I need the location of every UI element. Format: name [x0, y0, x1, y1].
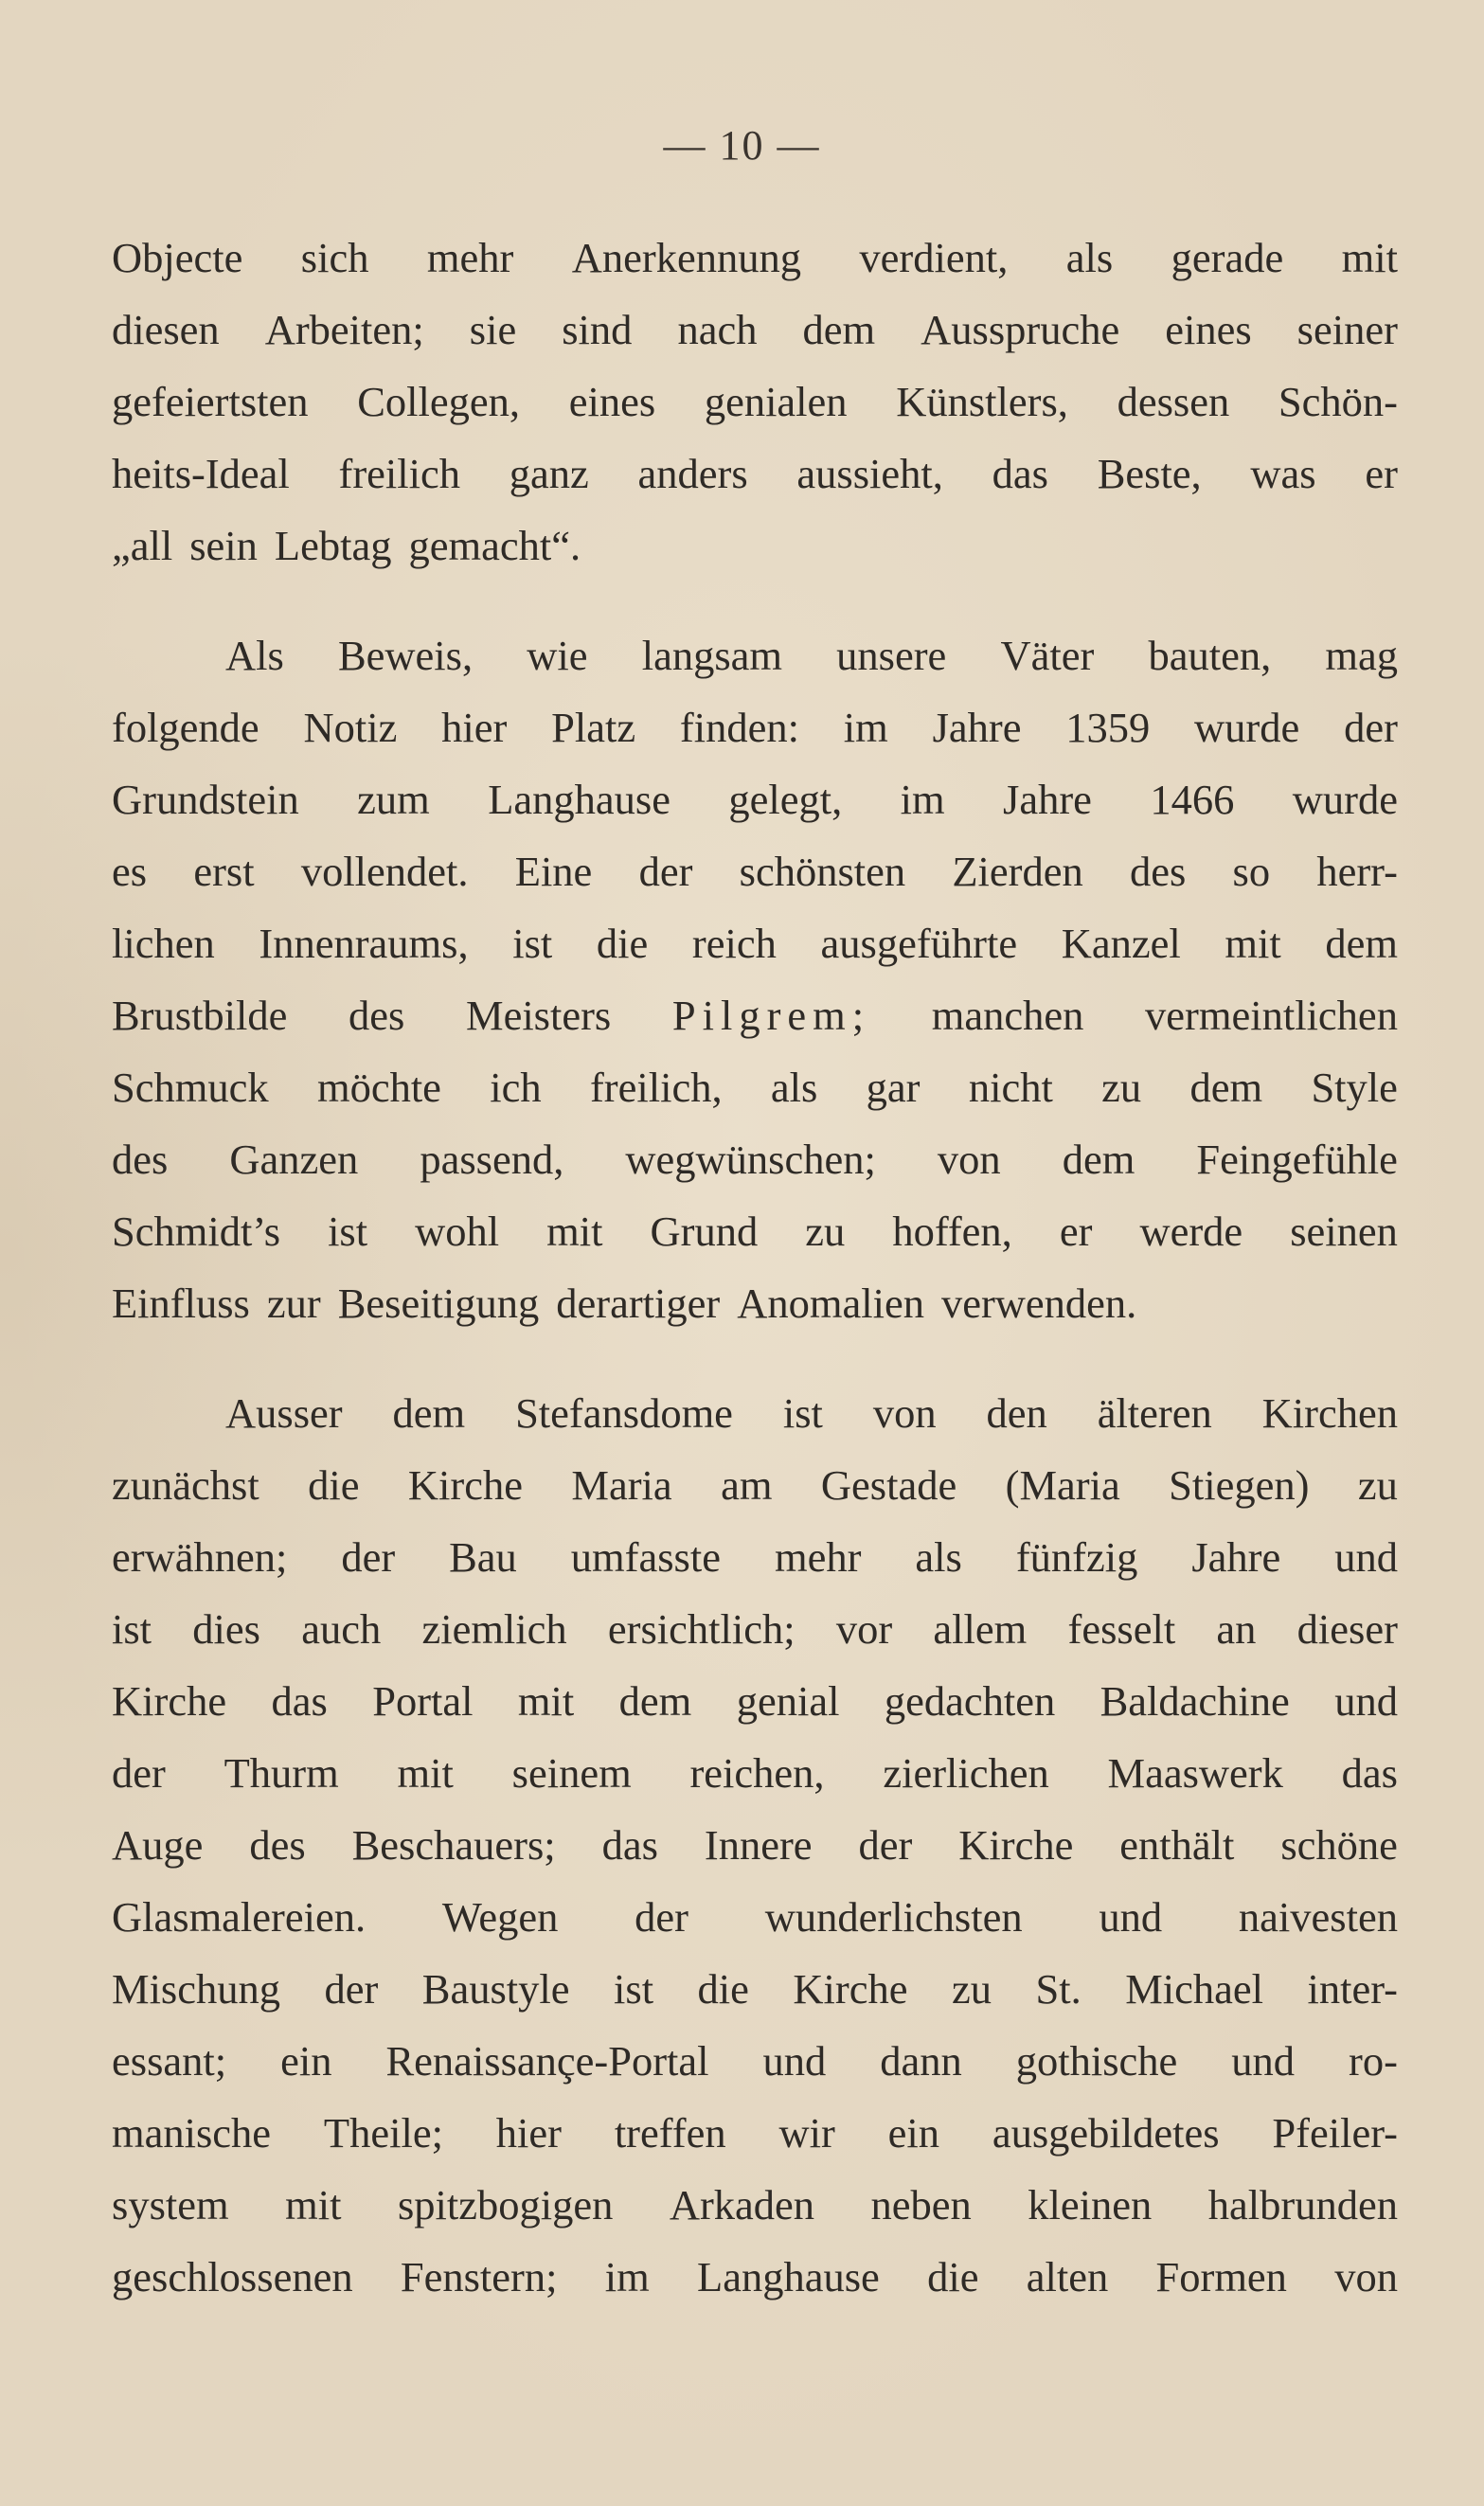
word: Langhause: [488, 776, 670, 823]
word: nicht: [968, 1064, 1053, 1111]
word: zu: [951, 1965, 992, 2013]
text-line: [112, 510, 1398, 582]
word: halbrunden: [1207, 2181, 1398, 2229]
word: ganz: [509, 450, 589, 497]
text-line: [112, 1449, 1398, 1521]
word: der: [858, 1821, 913, 1869]
word: gar: [866, 1064, 921, 1111]
word: seiner: [1296, 306, 1398, 353]
word: Michael: [1125, 1965, 1264, 2013]
word: die: [927, 2253, 979, 2300]
word: Anomalien: [737, 1280, 924, 1327]
word: möchte: [316, 1064, 441, 1111]
word: gerade: [1171, 234, 1284, 281]
word: Schmuck: [112, 1064, 269, 1111]
word: Als: [225, 632, 284, 679]
word: des: [249, 1821, 306, 1869]
word: Platz: [551, 704, 636, 751]
text-line: [112, 1123, 1398, 1195]
word: Grundstein: [112, 776, 299, 823]
word: es: [112, 848, 148, 895]
word: fesselt: [1067, 1605, 1176, 1653]
word: Kirche: [407, 1461, 523, 1509]
word: genial: [736, 1677, 840, 1725]
word: Schön-: [1278, 378, 1398, 425]
text-line: [112, 2025, 1398, 2097]
word: er: [1365, 450, 1398, 497]
word: reichen,: [689, 1749, 825, 1797]
word: als: [1065, 234, 1114, 281]
word: von: [937, 1136, 1001, 1183]
word: zu: [1357, 1461, 1398, 1509]
word: zunächst: [112, 1461, 259, 1509]
word: Kirche: [793, 1965, 908, 2013]
word: wegwünschen;: [625, 1136, 876, 1183]
word: essant;: [112, 2037, 227, 2085]
text-line: [112, 222, 1398, 294]
word: im: [843, 704, 888, 751]
word: freilich,: [589, 1064, 723, 1111]
word: Jahre: [932, 704, 1022, 751]
word: Kirche: [112, 1677, 227, 1725]
word: gedachten: [884, 1677, 1056, 1725]
word: Renaissançe-Portal: [385, 2037, 709, 2085]
word: Thurm: [223, 1749, 339, 1797]
word: Anerkennung: [571, 234, 801, 281]
word: Maria: [571, 1461, 672, 1509]
word: ersichtlich;: [607, 1605, 796, 1653]
word: kleinen: [1028, 2181, 1153, 2229]
word: Style: [1311, 1064, 1398, 1111]
word: Innere: [704, 1821, 813, 1869]
word: genialen: [704, 378, 848, 425]
word: erst: [193, 848, 255, 895]
word: vollendet.: [300, 848, 469, 895]
word: dem: [618, 1677, 692, 1725]
word: dessen: [1117, 378, 1230, 425]
text-line: [112, 1665, 1398, 1737]
word: verwenden.: [940, 1280, 1137, 1327]
word: am: [721, 1461, 773, 1509]
word: passend,: [420, 1136, 564, 1183]
word: Gestade: [820, 1461, 957, 1509]
word: so: [1232, 848, 1271, 895]
word: und: [1231, 2037, 1296, 2085]
word: als: [770, 1064, 818, 1111]
text-line: [112, 691, 1398, 763]
word: 1466: [1150, 776, 1235, 823]
word: ist: [782, 1389, 823, 1437]
word: heits-Ideal: [112, 450, 290, 497]
word: derartiger: [556, 1280, 721, 1327]
word: mehr: [426, 234, 514, 281]
word: lichen: [112, 920, 215, 967]
word: allem: [933, 1605, 1028, 1653]
word: im: [900, 776, 945, 823]
word: dem: [802, 306, 876, 353]
word: Notiz: [303, 704, 398, 751]
word: Arbeiten;: [264, 306, 424, 353]
text-line: [112, 1593, 1398, 1665]
word: er: [1059, 1208, 1093, 1255]
word: Maaswerk: [1107, 1749, 1283, 1797]
word: mit: [546, 1208, 603, 1255]
word: fünfzig: [1015, 1533, 1138, 1581]
word: Formen: [1155, 2253, 1287, 2300]
word: ro-: [1349, 2037, 1398, 2085]
word: im: [604, 2253, 650, 2300]
word: Väter: [1000, 632, 1095, 679]
word: gefeiertsten: [112, 378, 309, 425]
word: bauten,: [1148, 632, 1272, 679]
word: mit: [285, 2181, 342, 2229]
text-line: [112, 907, 1398, 979]
text-line: [112, 2097, 1398, 2169]
word: herr-: [1316, 848, 1398, 895]
word: dies: [192, 1605, 260, 1653]
word: langsam: [641, 632, 783, 679]
word: nach: [677, 306, 758, 353]
word: die: [596, 920, 649, 967]
text-line: [112, 1521, 1398, 1593]
text-line: [112, 366, 1398, 438]
word: eines: [568, 378, 656, 425]
word: zu: [1101, 1064, 1142, 1111]
word: Theile;: [323, 2109, 443, 2157]
word: die: [697, 1965, 749, 2013]
word: Beweis,: [337, 632, 474, 679]
paragraph: [112, 222, 1398, 582]
word: der: [1344, 704, 1398, 751]
word: das: [271, 1677, 328, 1725]
word: Langhause: [697, 2253, 880, 2300]
word: sie: [469, 306, 517, 353]
word: (Maria: [1005, 1461, 1120, 1509]
text-line: [112, 2169, 1398, 2241]
word: Grund: [650, 1208, 759, 1255]
text-line: [112, 1051, 1398, 1123]
word: gelegt,: [728, 776, 843, 823]
word: auch: [301, 1605, 382, 1653]
word: wunderlichsten: [764, 1893, 1023, 1941]
word: zum: [357, 776, 430, 823]
word: ist: [328, 1208, 368, 1255]
word: der: [635, 1893, 688, 1941]
word: wohl: [415, 1208, 500, 1255]
word: gothische: [1015, 2037, 1178, 2085]
word: Portal: [372, 1677, 474, 1725]
word: Eine: [514, 848, 593, 895]
word: Stiegen): [1169, 1461, 1310, 1509]
word: von: [1334, 2253, 1398, 2300]
word: mehr: [774, 1533, 862, 1581]
word: neben: [870, 2181, 972, 2229]
text-line: [112, 763, 1398, 835]
word: anders: [637, 450, 748, 497]
word: ein: [887, 2109, 939, 2157]
word: von: [872, 1389, 937, 1437]
word: Kirchen: [1261, 1389, 1398, 1437]
word: Stefansdome: [515, 1389, 733, 1437]
word: gemacht“.: [408, 522, 581, 569]
word: der: [638, 848, 693, 895]
word: verdient,: [859, 234, 1009, 281]
word: Brustbilde: [112, 992, 288, 1039]
text-line: [112, 1267, 1398, 1339]
word: system: [112, 2181, 229, 2229]
text-line: [112, 835, 1398, 907]
word: des: [349, 992, 405, 1039]
word: älteren: [1097, 1389, 1212, 1437]
word: Zierden: [952, 848, 1083, 895]
word: ist: [112, 1605, 152, 1653]
word: dem: [1189, 1064, 1263, 1111]
word: Feingefühle: [1196, 1136, 1398, 1183]
word: folgende: [112, 704, 259, 751]
word: reich: [691, 920, 777, 967]
word: vermeintlichen: [1145, 992, 1398, 1039]
word: zierlichen: [883, 1749, 1049, 1797]
word: seinen: [1290, 1208, 1398, 1255]
word: treffen: [614, 2109, 726, 2157]
word: Jahre: [1003, 776, 1092, 823]
word: den: [986, 1389, 1047, 1437]
word: und: [1334, 1533, 1398, 1581]
word: mit: [517, 1677, 575, 1725]
word: Ausser: [225, 1389, 343, 1437]
paragraph: [112, 1377, 1398, 2313]
word: mag: [1325, 632, 1398, 679]
word: das: [992, 450, 1048, 497]
text-line: [112, 1377, 1398, 1449]
word: und: [1099, 1893, 1163, 1941]
word: seinem: [511, 1749, 632, 1797]
word: ist: [614, 1965, 654, 2013]
word: finden:: [679, 704, 799, 751]
word: manische: [112, 2109, 272, 2157]
word: Collegen,: [357, 378, 521, 425]
paragraph: [112, 619, 1398, 1339]
text-line: [112, 294, 1398, 366]
word: „all: [112, 522, 173, 569]
word: wurde: [1194, 704, 1300, 751]
word: 1359: [1065, 704, 1151, 751]
word: des: [1129, 848, 1187, 895]
word: Künstlers,: [896, 378, 1068, 425]
word: Jahre: [1191, 1533, 1281, 1581]
word: Fenstern;: [400, 2253, 558, 2300]
word: Kirche: [958, 1821, 1074, 1869]
word: und: [1334, 1677, 1398, 1725]
word: erwähnen;: [112, 1533, 288, 1581]
word: des: [112, 1136, 169, 1183]
word: manchen: [931, 992, 1084, 1039]
word: mit: [397, 1749, 454, 1797]
word: an: [1216, 1605, 1257, 1653]
word: diesen: [112, 306, 220, 353]
word: Beschauers;: [351, 1821, 556, 1869]
word: der: [112, 1749, 166, 1797]
word: sein: [189, 522, 258, 569]
word: enthält: [1119, 1821, 1235, 1869]
word: unsere: [836, 632, 947, 679]
text-line: [112, 2241, 1398, 2313]
word: sich: [300, 234, 369, 281]
word: Wegen: [441, 1893, 559, 1941]
word: und: [762, 2037, 827, 2085]
word: Meisters: [466, 992, 612, 1039]
word: werde: [1139, 1208, 1243, 1255]
word: Schmidt’s: [112, 1208, 281, 1255]
word: Objecte: [112, 234, 243, 281]
word: alten: [1026, 2253, 1109, 2300]
word: geschlossenen: [112, 2253, 353, 2300]
text-line: [112, 1809, 1398, 1881]
word: schönsten: [739, 848, 906, 895]
word: Lebtag: [274, 522, 392, 569]
word: St.: [1035, 1965, 1082, 2013]
text-line: [112, 619, 1398, 691]
word: die: [308, 1461, 360, 1509]
word: ich: [490, 1064, 542, 1111]
word: Baldachine: [1100, 1677, 1290, 1725]
word: der: [341, 1533, 396, 1581]
word: inter-: [1307, 1965, 1398, 2013]
word: vor: [835, 1605, 893, 1653]
page-number: — 10 —: [663, 122, 821, 169]
word: Glasmalereien.: [112, 1893, 367, 1941]
word: ein: [280, 2037, 332, 2085]
word: hier: [441, 704, 508, 751]
word: freilich: [338, 450, 461, 497]
word: das: [1341, 1749, 1398, 1797]
word: Auge: [112, 1821, 204, 1869]
text-line: [112, 1737, 1398, 1809]
word: was: [1250, 450, 1316, 497]
text-line: [112, 438, 1398, 510]
word: dem: [1325, 920, 1398, 967]
word: wie: [527, 632, 588, 679]
word: Bau: [449, 1533, 517, 1581]
word: eines: [1165, 306, 1252, 353]
word: wir: [778, 2109, 835, 2157]
word: Einfluss: [112, 1280, 250, 1327]
word: zur: [266, 1280, 321, 1327]
word: hier: [495, 2109, 562, 2157]
word: mit: [1225, 920, 1281, 967]
word: Baustyle: [421, 1965, 570, 2013]
word: zu: [805, 1208, 846, 1255]
word: dem: [1062, 1136, 1135, 1183]
word: naivesten: [1238, 1893, 1398, 1941]
word: aussieht,: [796, 450, 943, 497]
word: ausgebildetes: [992, 2109, 1220, 2157]
word: umfasste: [570, 1533, 721, 1581]
word: dieser: [1296, 1605, 1398, 1653]
word: sind: [562, 306, 633, 353]
word: spitzbogigen: [397, 2181, 614, 2229]
word: mit: [1341, 234, 1398, 281]
text-line: [112, 1953, 1398, 2025]
word: dem: [392, 1389, 466, 1437]
word: Arkaden: [669, 2181, 815, 2229]
text-line: [112, 1195, 1398, 1267]
word: als: [915, 1533, 962, 1581]
word: ziemlich: [421, 1605, 567, 1653]
word: Innenraums,: [259, 920, 469, 967]
word: Pfeiler-: [1272, 2109, 1398, 2157]
word: hoffen,: [892, 1208, 1012, 1255]
word: das: [601, 1821, 658, 1869]
word: wurde: [1292, 776, 1398, 823]
word: Pilgrem;: [671, 992, 871, 1039]
word: der: [324, 1965, 379, 2013]
word: Beste,: [1097, 450, 1202, 497]
word: ausgeführte: [820, 920, 1018, 967]
word: Kanzel: [1061, 920, 1181, 967]
word: schöne: [1280, 1821, 1398, 1869]
word: Mischung: [112, 1965, 280, 2013]
text-line: [112, 1881, 1398, 1953]
word: Ausspruche: [921, 306, 1120, 353]
text-line: [112, 979, 1398, 1051]
word: Ganzen: [229, 1136, 359, 1183]
word: ist: [512, 920, 553, 967]
word: Beseitigung: [337, 1280, 540, 1327]
word: dann: [880, 2037, 962, 2085]
